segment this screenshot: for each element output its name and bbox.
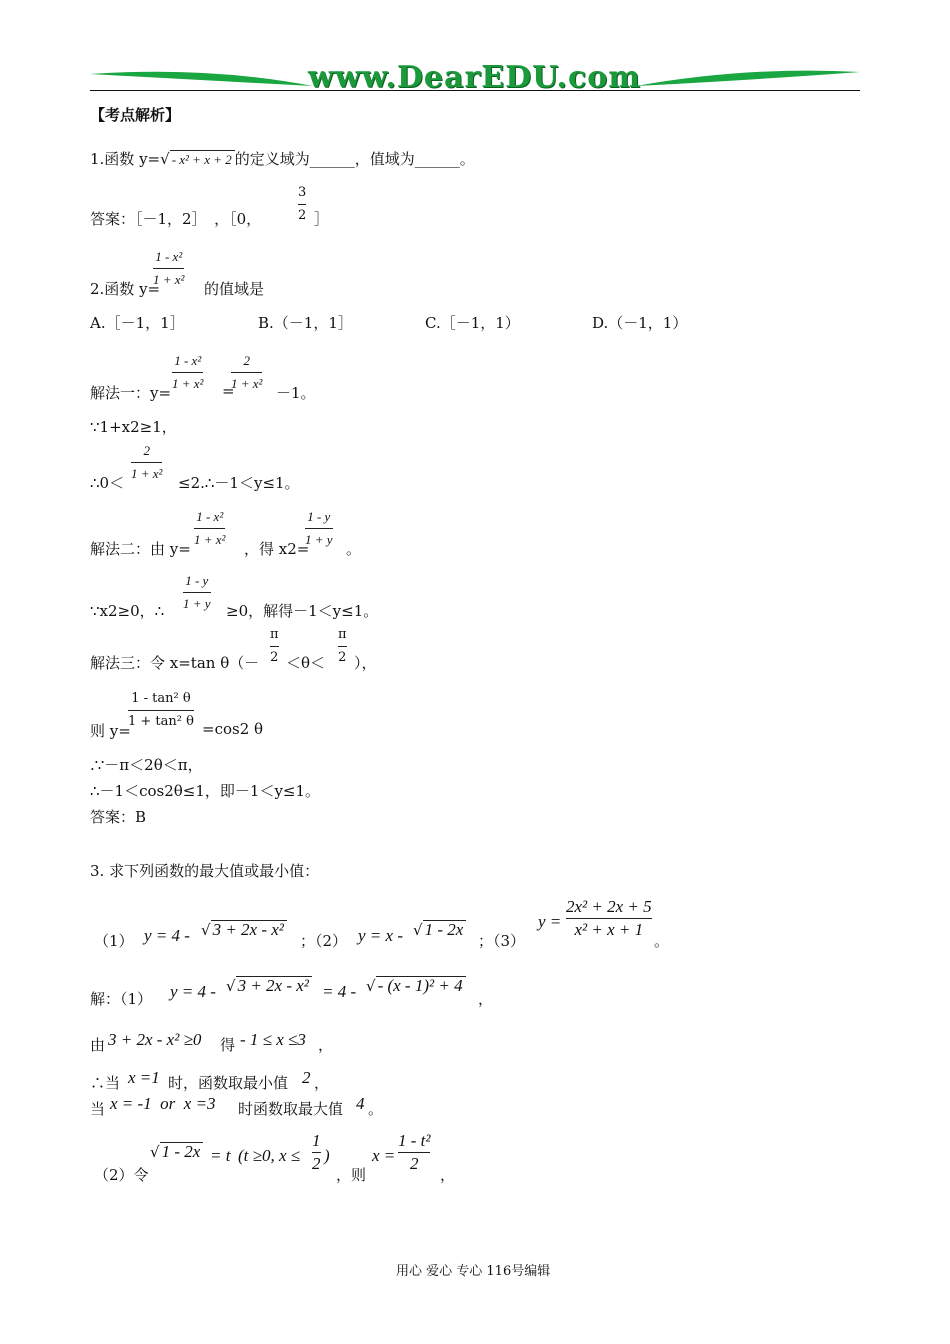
m2-end: 。 — [346, 540, 362, 558]
m1-equals: = — [222, 382, 235, 400]
fraction-denominator: 2 — [409, 1154, 419, 1173]
q3-p3-lhs: y = — [538, 912, 562, 931]
fraction-numerator: 1 - x² — [196, 509, 224, 524]
p2-label: （2）令 — [94, 1166, 149, 1184]
radicand: 3 + 2x - x² — [211, 920, 287, 939]
fraction-denominator: 1 + x² — [153, 272, 185, 287]
sol-expr: y = 4 - — [170, 982, 216, 1001]
q1-line — [90, 148, 475, 169]
q3-p3-fraction — [566, 898, 652, 939]
p2-x-fraction — [398, 1132, 430, 1173]
p2-then: ，则 — [336, 1166, 367, 1184]
m3-end: ）， — [354, 654, 377, 672]
m1-tail: －1。 — [276, 384, 316, 402]
fraction-numerator: 1 - y — [307, 509, 331, 524]
from-end: ， — [318, 1036, 334, 1054]
sol-label: 解：（1） — [90, 990, 153, 1008]
q3-title: 3. 求下列函数的最大值或最小值： — [90, 862, 320, 880]
when-2-end: 。 — [368, 1100, 384, 1118]
fraction-denominator: x² + x + 1 — [574, 920, 644, 939]
q1-prefix: 1.函数 y= — [90, 150, 161, 168]
when-1-pre: ∴当 — [90, 1074, 121, 1092]
when-1-value: 2 — [302, 1068, 311, 1087]
from-expr: 3 + 2x - x² ≥0 — [108, 1030, 202, 1049]
from-result: - 1 ≤ x ≤3 — [240, 1030, 306, 1049]
radicand: 1 - 2x — [160, 1142, 204, 1161]
q3-p2-expr: y = x - — [358, 926, 403, 945]
m1-label: 解法一：y= — [90, 384, 172, 402]
q3-p2-sqrt — [413, 920, 466, 939]
q2-prefix: 2.函数 y= — [90, 280, 161, 298]
since-3: .∵－π＜2θ＜π， — [90, 756, 203, 774]
m3-mid: ＜θ＜ — [286, 654, 326, 672]
q2-suffix: 的值域是 — [204, 280, 265, 298]
fraction-numerator: 3 — [298, 185, 307, 200]
sqrt-sign: √ — [160, 150, 170, 168]
from-pre: 由 — [90, 1036, 106, 1054]
fraction-denominator: 1 + tan² θ — [128, 714, 194, 729]
m1-fraction-1 — [172, 352, 203, 393]
q2-option-b: B.（－1，1］ — [258, 314, 353, 332]
m2-fraction-1 — [194, 508, 225, 549]
m1-fraction-2 — [231, 352, 262, 393]
fraction-numerator: π — [338, 627, 347, 642]
sol-sqrt-2 — [366, 976, 466, 995]
fraction-denominator: 1 + x² — [194, 532, 226, 547]
q1-answer-close: ］ — [314, 210, 330, 228]
thus-1-fraction — [131, 442, 162, 483]
radicand: 1 - 2x — [423, 920, 467, 939]
q2-option-a: A.［－1，1］ — [90, 314, 185, 332]
q2-answer: 答案：B — [90, 808, 147, 826]
m2-fraction-2 — [305, 508, 333, 549]
header-logo-text: www.DearEDU.com — [308, 60, 642, 95]
q3-sep-2: ；（3） — [478, 932, 526, 950]
q3-p1-label: （1） — [94, 932, 134, 950]
fraction-numerator: 1 - tan² θ — [131, 691, 191, 706]
fraction-numerator: 1 - x² — [155, 249, 183, 264]
p2-cond-fraction — [312, 1132, 321, 1173]
when-2-expr: x = -1 or x =3 — [110, 1094, 216, 1113]
fraction-numerator: 1 — [312, 1131, 321, 1150]
when-1-end: ， — [314, 1074, 330, 1092]
fraction-numerator: 1 - y — [185, 573, 209, 588]
p2-tail: ， — [440, 1166, 456, 1184]
then-pre: 则 y= — [90, 722, 131, 740]
thus-1-post: ≤2.∴－1＜y≤1。 — [178, 474, 300, 492]
fraction-numerator: 1 - t² — [398, 1131, 431, 1150]
page-footer: 用心 爱心 专心 116号编辑 — [396, 1264, 551, 1279]
fraction-denominator: 2 — [298, 208, 307, 223]
q3-p3-end: 。 — [654, 932, 670, 950]
fraction-denominator: 1 + x² — [172, 376, 204, 391]
since-1: ∵1+x2≥1， — [90, 418, 177, 436]
sqrt-sign: √ — [226, 977, 236, 995]
sol-end: ， — [478, 990, 494, 1008]
sqrt-sign: √ — [201, 921, 211, 939]
q1-answer-fraction — [298, 184, 306, 225]
m3-label: 解法三：令 x=tan θ（－ — [90, 654, 260, 672]
when-2-pre: 当 — [90, 1100, 106, 1118]
when-1-mid: 时，函数取最小值 — [168, 1074, 289, 1092]
fraction-numerator: 2x² + 2x + 5 — [566, 897, 652, 916]
sqrt-sign: √ — [366, 977, 376, 995]
fraction-denominator: 1 + y — [183, 596, 211, 611]
q3-sep-1: ；（2） — [300, 932, 348, 950]
fraction-numerator: π — [270, 627, 279, 642]
then-fraction — [128, 690, 194, 731]
m2-mid: ，得 x2= — [244, 540, 310, 558]
q2-fraction — [153, 248, 184, 289]
sqrt-sign: √ — [413, 921, 423, 939]
q2-option-c: C.［－1，1） — [425, 314, 520, 332]
from-mid: 得 — [220, 1036, 236, 1054]
fraction-denominator: 2 — [312, 1154, 321, 1173]
fraction-denominator: 2 — [338, 650, 347, 665]
sol-sqrt-1 — [226, 976, 312, 995]
fraction-numerator: 2 — [143, 443, 150, 458]
when-2-value: 4 — [356, 1094, 365, 1113]
p2-cond: (t ≥0, x ≤ — [238, 1146, 301, 1165]
fraction-denominator: 1 + y — [305, 532, 333, 547]
q3-p1-sqrt — [201, 920, 287, 939]
fraction-denominator: 1 + x² — [231, 376, 263, 391]
m3-fraction-2 — [338, 626, 347, 667]
p2-cond-end: ) — [324, 1146, 330, 1165]
m3-fraction-1 — [270, 626, 279, 667]
then-post: =cos2 θ — [202, 720, 264, 738]
radicand: 3 + 2x - x² — [236, 976, 312, 995]
sol-mid: = 4 - — [322, 982, 357, 1001]
q2-option-d: D.（－1，1） — [592, 314, 688, 332]
when-1-expr: x =1 — [128, 1068, 160, 1087]
q1-radicand: - x² + x + 2 — [170, 150, 235, 169]
sqrt-sign: √ — [150, 1143, 160, 1161]
p2-x: x = — [372, 1146, 396, 1165]
m2-label: 解法二：由 y= — [90, 540, 191, 558]
p2-sqrt — [150, 1142, 203, 1161]
section-title: 【考点解析】 — [90, 106, 181, 124]
when-2-mid: 时函数取最大值 — [238, 1100, 344, 1118]
q1-answer-prefix: 答案：［－1，2］ ，［0， — [90, 210, 262, 228]
since-2-fraction — [183, 572, 211, 613]
since-2-pre: ∵x2≥0，∴ — [90, 602, 165, 620]
q1-suffix: 的定义域为______，值域为______。 — [234, 150, 475, 168]
q3-p1-expr: y = 4 - — [144, 926, 190, 945]
header-rule — [90, 90, 860, 91]
thus-3: ∴－1＜cos2θ≤1，即－1＜y≤1。 — [90, 782, 321, 800]
fraction-denominator: 2 — [270, 650, 279, 665]
fraction-numerator: 2 — [243, 353, 250, 368]
thus-1-pre: ∴0＜ — [90, 474, 125, 492]
fraction-numerator: 1 - x² — [174, 353, 202, 368]
fraction-denominator: 1 + x² — [131, 466, 163, 481]
radicand: - (x - 1)² + 4 — [376, 976, 466, 995]
since-2-post: ≥0，解得－1＜y≤1。 — [226, 602, 379, 620]
p2-eq: = t — [210, 1146, 231, 1165]
